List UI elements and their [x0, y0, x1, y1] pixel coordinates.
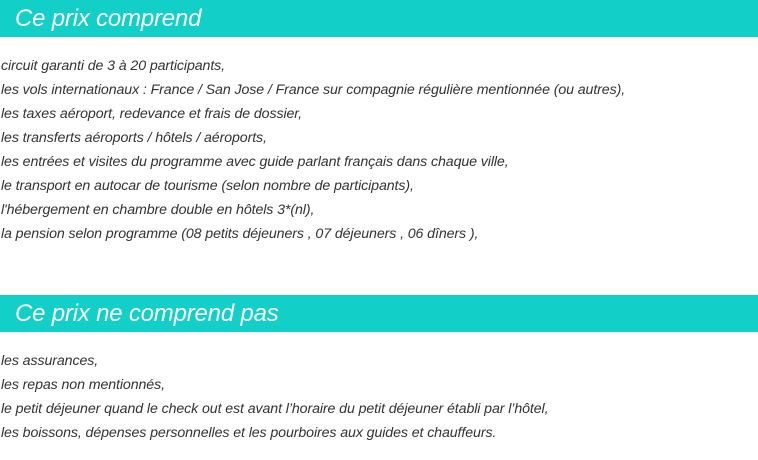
excluded-items-list	[1, 349, 548, 445]
included-item: le transport en autocar de tourisme (selon nombre de participants),	[1, 178, 414, 194]
included-item: les vols internationaux : France / San Jose / France sur compagnie régulière mentionnée (ou autres),	[1, 82, 626, 98]
included-item: les transferts aéroports / hôtels / aéroports,	[1, 130, 267, 146]
included-item: la pension selon programme (08 petits déjeuners , 07 déjeuners , 06 dîners ),	[1, 226, 479, 242]
excluded-item: les repas non mentionnés,	[1, 377, 165, 393]
included-section-header	[0, 0, 758, 37]
included-item: circuit garanti de 3 à 20 participants,	[1, 58, 226, 74]
excluded-item: les assurances,	[1, 353, 99, 369]
excluded-item: le petit déjeuner quand le check out est avant l’horaire du petit déjeuner établi par l’hôtel,	[1, 401, 549, 417]
included-item: les taxes aéroport, redevance et frais de dossier,	[1, 106, 302, 122]
included-items-list	[1, 54, 625, 246]
excluded-section-title: Ce prix ne comprend pas	[15, 299, 279, 327]
included-section-title: Ce prix comprend	[15, 4, 202, 32]
excluded-section-header	[0, 295, 758, 332]
excluded-item: les boissons, dépenses personnelles et les pourboires aux guides et chauffeurs.	[1, 425, 497, 441]
included-item: l'hébergement en chambre double en hôtels 3*(nl),	[1, 202, 315, 218]
included-item: les entrées et visites du programme avec guide parlant français dans chaque ville,	[1, 154, 509, 170]
